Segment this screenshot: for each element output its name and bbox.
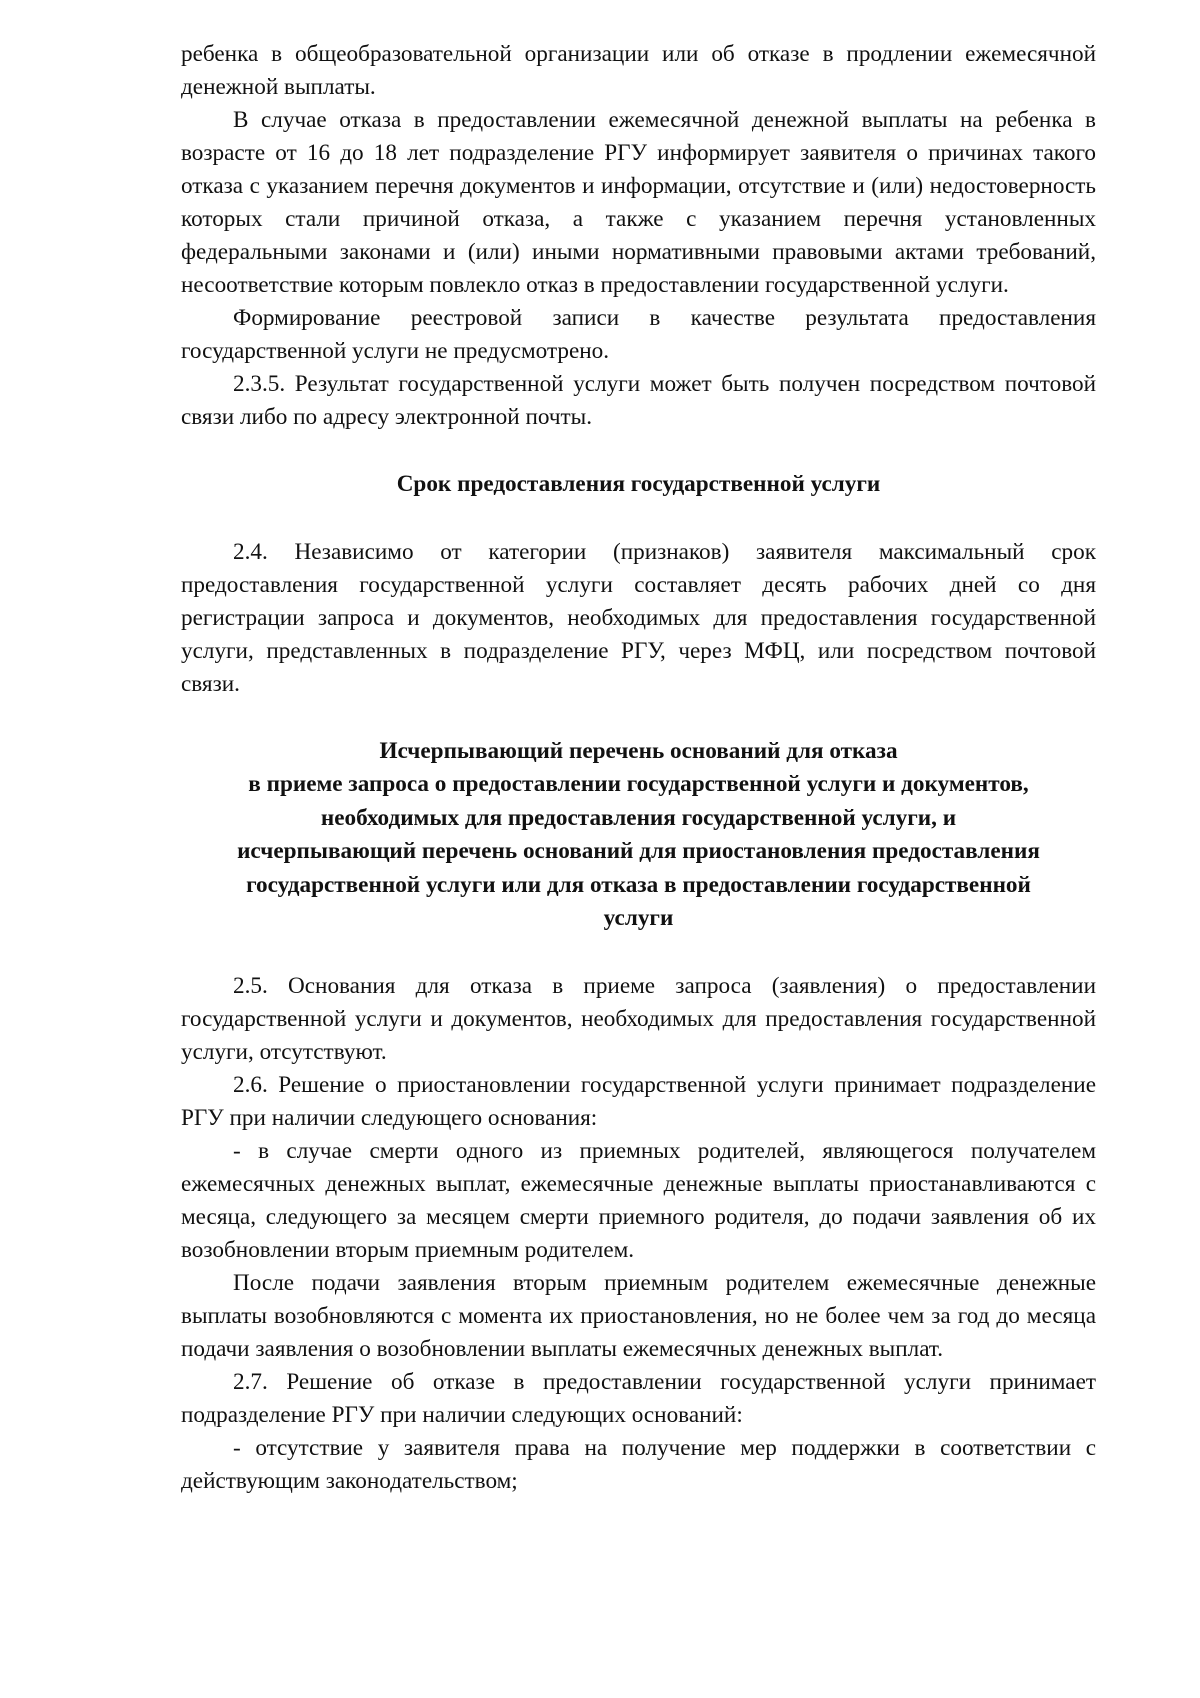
heading-line: исчерпывающий перечень оснований для приостановления предоставления (237, 838, 1040, 864)
heading-line: Исчерпывающий перечень оснований для отказа (379, 737, 898, 764)
section-heading-grounds (181, 735, 1096, 936)
paragraph-death-of-parent: - в случае смерти одного из приемных родителей, являющегося получателем ежемесячных денежных выплат, ежемесячные денежные выплаты приостанавливаются с месяца, следующего за месяцем смерти приемного родителя, до подачи заявления об их возобновлении вторым приемным родителем. (181, 1137, 1096, 1263)
paragraph-continuation: ребенка в общеобразовательной организации или об отказе в продлении ежемесячной денежной выплаты. (181, 41, 1096, 100)
paragraph-2-7: 2.7. Решение об отказе в предоставлении государственной услуги принимает подразделение РГУ при наличии следующих оснований: (181, 1368, 1096, 1428)
spacer (181, 701, 1096, 735)
section-heading-term: Срок предоставления государственной услуги (396, 471, 881, 497)
heading-line: государственной услуги или для отказа в предоставлении государственной (246, 871, 1031, 898)
paragraph-2-4: 2.4. Независимо от категории (признаков) заявителя максимальный срок предоставления государственной услуги составляет десять рабочих дней со дня регистрации запроса и документов, необходимых для предоставления государственной услуги, представленных в подразделение РГУ, через МФЦ, или посредством почтовой связи. (181, 538, 1096, 697)
heading-line: услуги (603, 905, 674, 931)
paragraph-registry-record: Формирование реестровой записи в качестве результата предоставления государственной услуги не предусмотрено. (181, 305, 1096, 364)
heading-line: необходимых для предоставления государственной услуги, и (320, 804, 957, 831)
spacer (181, 434, 1096, 468)
spacer (181, 936, 1096, 970)
paragraph-refusal-16-18: В случае отказа в предоставлении ежемесячной денежной выплаты на ребенка в возрасте от 16 до 18 лет подразделение РГУ информирует заявителя о причинах такого отказа с указанием перечня документов и информации, отсутствие и (или) недостоверность которых стали причиной отказа, а также с указанием перечня установленных федеральными законами и (или) иными нормативными правовыми актами требований, несоответствие которым повлекло отказ в предоставлении государственной услуги. (181, 107, 1096, 298)
document-page (181, 38, 1096, 1498)
paragraph-2-5: 2.5. Основания для отказа в приеме запроса (заявления) о предоставлении государственной услуги и документов, необходимых для предоставления государственной услуги, отсутствуют. (181, 972, 1096, 1065)
paragraph-no-right: - отсутствие у заявителя права на получение мер поддержки в соответствии с действующим законодательством; (181, 1434, 1096, 1494)
heading-line: в приеме запроса о предоставлении государственной услуги и документов, (248, 771, 1029, 797)
paragraph-2-3-5: 2.3.5. Результат государственной услуги может быть получен посредством почтовой связи либо по адресу электронной почты. (181, 371, 1096, 430)
paragraph-resumption: После подачи заявления вторым приемным родителем ежемесячные денежные выплаты возобновляются с момента их приостановления, но не более чем за год до месяца подачи заявления о возобновлении выплаты ежемесячных денежных выплат. (181, 1269, 1096, 1362)
spacer (181, 502, 1096, 536)
paragraph-2-6: 2.6. Решение о приостановлении государственной услуги принимает подразделение РГУ при наличии следующего основания: (181, 1071, 1096, 1131)
